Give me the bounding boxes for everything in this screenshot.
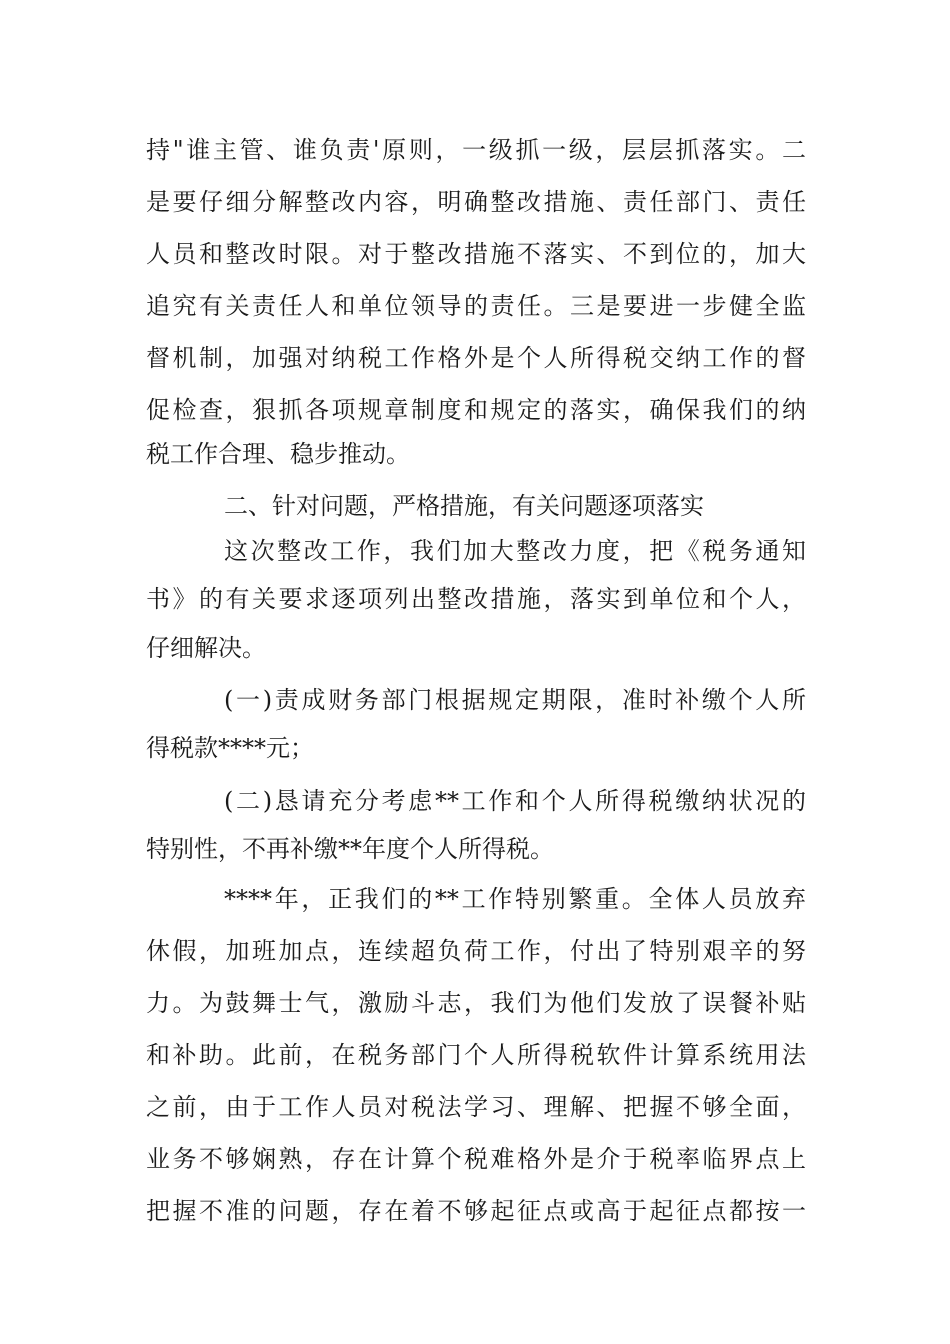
body-text-line: 人员和整改时限。对于整改措施不落实、不到位的，加大 xyxy=(146,240,806,268)
body-text-line: 是要仔细分解整改内容，明确整改措施、责任部门、责任 xyxy=(146,188,806,216)
body-text-line: 力。为鼓舞士气，激励斗志，我们为他们发放了误餐补贴 xyxy=(146,989,806,1017)
section-heading: 二、针对问题，严格措施，有关问题逐项落实 xyxy=(224,492,704,520)
body-text-line: 休假，加班加点，连续超负荷工作，付出了特别艰辛的努 xyxy=(146,937,806,965)
body-text-line: 督机制，加强对纳税工作格外是个人所得税交纳工作的督 xyxy=(146,344,806,372)
body-text-line: 书》的有关要求逐项列出整改措施，落实到单位和个人， xyxy=(146,585,806,613)
body-text-line: 持"谁主管、谁负责'原则，一级抓一级，层层抓落实。二 xyxy=(146,136,806,164)
list-item-2: (二)恳请充分考虑**工作和个人所得税缴纳状况的 xyxy=(224,787,806,815)
body-text-line: 这次整改工作，我们加大整改力度，把《税务通知 xyxy=(224,537,806,565)
body-text-line: 得税款****元； xyxy=(146,734,314,762)
body-text-line: 追究有关责任人和单位领导的责任。三是要进一步健全监 xyxy=(146,292,806,320)
body-text-line: 之前，由于工作人员对税法学习、理解、把握不够全面， xyxy=(146,1093,806,1121)
body-text-line: 税工作合理、稳步推动。 xyxy=(146,440,410,468)
body-text-line: 仔细解决。 xyxy=(146,634,266,662)
body-text-line: 和补助。此前，在税务部门个人所得税软件计算系统用法 xyxy=(146,1041,806,1069)
body-text-line: ****年，正我们的**工作特别繁重。全体人员放弃 xyxy=(224,885,806,913)
body-text-line: 促检查，狠抓各项规章制度和规定的落实，确保我们的纳 xyxy=(146,396,806,424)
body-text-line: 把握不准的问题，存在着不够起征点或高于起征点都按一 xyxy=(146,1197,806,1225)
list-item-1: (一)责成财务部门根据规定期限，准时补缴个人所 xyxy=(224,686,806,714)
body-text-line: 业务不够娴熟，存在计算个税难格外是介于税率临界点上 xyxy=(146,1145,806,1173)
body-text-line: 特别性，不再补缴**年度个人所得税。 xyxy=(146,835,554,863)
